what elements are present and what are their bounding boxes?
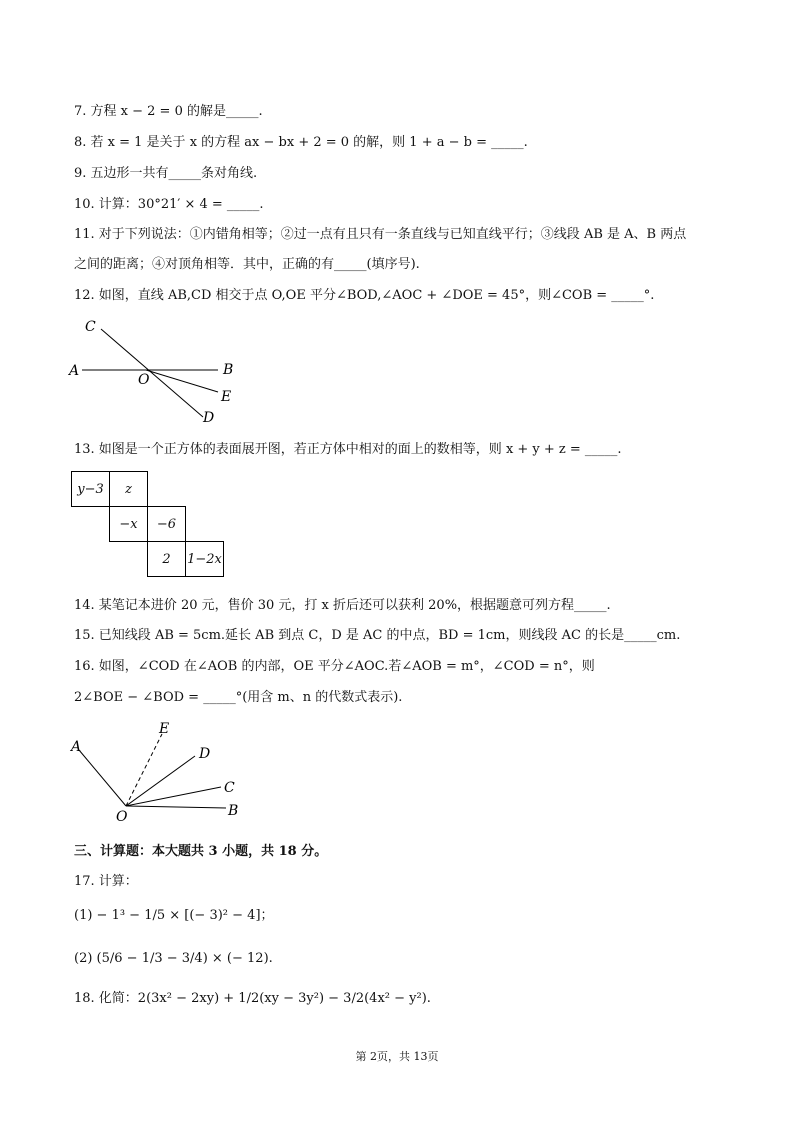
question-16-line1: 16. 如图，∠COD 在∠AOB 的内部，OE 平分∠AOC.若∠AOB = m°，∠COD = n°，则 bbox=[74, 659, 595, 674]
question-10: 10. 计算：30°21′ × 4 = _____. bbox=[74, 197, 264, 212]
page-footer: 第 2页，共 13页 bbox=[355, 1050, 439, 1063]
net-cell: 2 bbox=[147, 541, 186, 577]
net-cell: −x bbox=[109, 506, 148, 542]
net-cell: −6 bbox=[147, 506, 186, 542]
label-o: O bbox=[138, 372, 150, 388]
figure-16 bbox=[66, 718, 256, 828]
label-b: B bbox=[223, 362, 234, 378]
figure-13-cube-net bbox=[71, 471, 231, 581]
label-o: O bbox=[116, 809, 128, 825]
net-cell: y−3 bbox=[71, 471, 110, 507]
label-a: A bbox=[69, 363, 80, 379]
ray-ob bbox=[126, 806, 226, 808]
question-17-part2: (2) (5/6 − 1/3 − 3/4) × (− 12). bbox=[74, 951, 273, 966]
net-cell: z bbox=[109, 471, 148, 507]
label-d: D bbox=[199, 746, 211, 762]
question-14: 14. 某笔记本进价 20 元，售价 30 元，打 x 折后还可以获利 20%，根据题意可列方程_____. bbox=[74, 598, 611, 613]
ray-oe bbox=[146, 370, 218, 392]
question-9: 9. 五边形一共有_____条对角线. bbox=[74, 166, 258, 181]
label-e: E bbox=[159, 721, 170, 737]
section-heading: 三、计算题：本大题共 3 小题，共 18 分。 bbox=[74, 844, 328, 859]
question-11-line1: 11. 对于下列说法：①内错角相等；②过一点有且只有一条直线与已知直线平行；③线段 AB 是 A、B 两点 bbox=[74, 227, 687, 242]
label-d: D bbox=[203, 410, 215, 426]
question-13: 13. 如图是一个正方体的表面展开图，若正方体中相对的面上的数相等，则 x + y + z = _____. bbox=[74, 442, 622, 457]
question-15: 15. 已知线段 AB = 5cm.延长 AB 到点 C，D 是 AC 的中点，BD = 1cm，则线段 AC 的长是_____cm. bbox=[74, 628, 681, 643]
label-a: A bbox=[71, 739, 82, 755]
label-c: C bbox=[224, 780, 235, 796]
question-8: 8. 若 x = 1 是关于 x 的方程 ax − bx + 2 = 0 的解，则 1 + a − b = _____. bbox=[74, 135, 528, 150]
line-cd bbox=[101, 329, 203, 417]
question-17: 17. 计算： bbox=[74, 874, 138, 889]
net-cell: 1−2x bbox=[185, 541, 224, 577]
question-11-line2: 之间的距离；④对顶角相等．其中，正确的有_____(填序号). bbox=[74, 257, 420, 272]
label-b: B bbox=[228, 803, 239, 819]
label-c: C bbox=[85, 319, 96, 335]
ray-oa bbox=[79, 750, 126, 806]
label-e: E bbox=[221, 389, 232, 405]
question-16-line2: 2∠BOE − ∠BOD = _____°(用含 m、n 的代数式表示). bbox=[74, 690, 403, 705]
ray-od bbox=[126, 756, 195, 806]
ray-oe bbox=[126, 734, 162, 806]
ray-oc bbox=[126, 787, 221, 806]
question-12: 12. 如图，直线 AB,CD 相交于点 O,OE 平分∠BOD,∠AOC + ∠DOE = 45°，则∠COB = _____°. bbox=[74, 288, 655, 303]
question-17-part1: (1) − 1³ − 1/5 × [(− 3)² − 4]； bbox=[74, 908, 274, 923]
figure-12 bbox=[66, 312, 256, 427]
question-7: 7. 方程 x − 2 = 0 的解是_____. bbox=[74, 104, 263, 119]
question-18: 18. 化简：2(3x² − 2xy) + 1/2(xy − 3y²) − 3/2(4x² − y²). bbox=[74, 991, 431, 1006]
